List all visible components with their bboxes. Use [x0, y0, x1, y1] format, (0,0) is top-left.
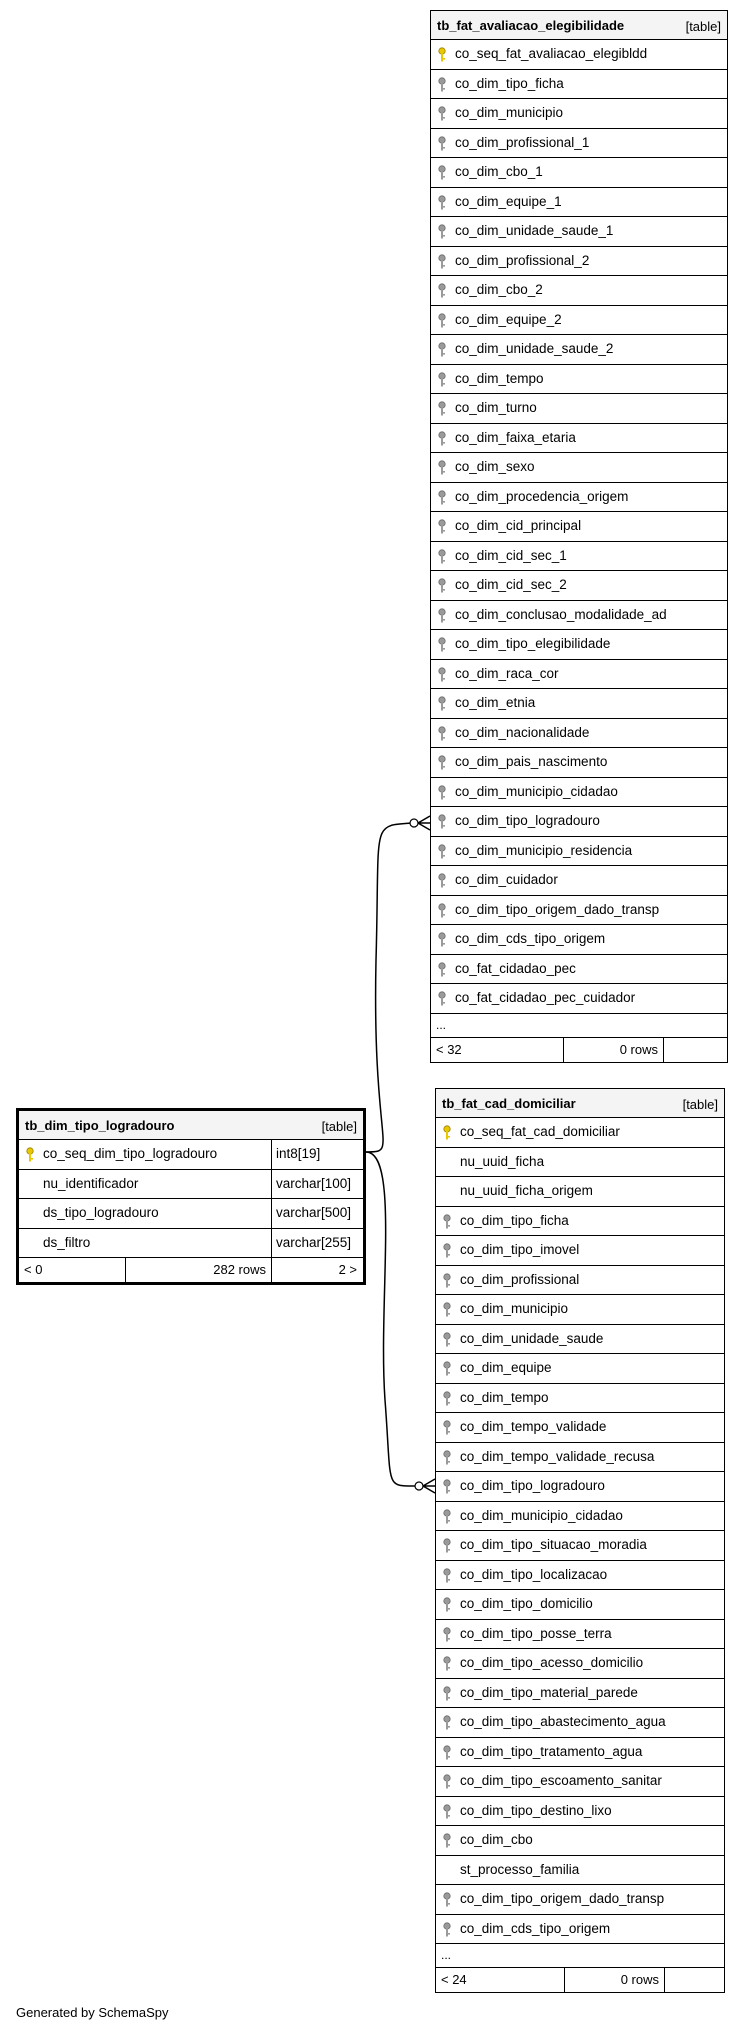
- foreign-key-icon: [436, 136, 448, 152]
- column-name: nu_uuid_ficha_origem: [460, 1183, 593, 1198]
- column-row[interactable]: [436, 1295, 724, 1325]
- column-row[interactable]: [431, 335, 727, 365]
- foreign-key-icon: [436, 490, 448, 506]
- column-row[interactable]: [431, 689, 727, 719]
- column-row[interactable]: [431, 483, 727, 513]
- foreign-key-icon: [436, 991, 448, 1007]
- column-row[interactable]: [436, 1384, 724, 1414]
- column-name: co_dim_municipio_cidadao: [455, 783, 618, 799]
- crows-foot-icon: [418, 816, 430, 830]
- column-row[interactable]: [436, 1797, 724, 1827]
- foreign-key-icon: [441, 1686, 453, 1702]
- parents-count[interactable]: < 0: [24, 1262, 43, 1277]
- column-row[interactable]: [431, 542, 727, 572]
- column-name: co_dim_nacionalidade: [455, 724, 590, 740]
- column-name: co_dim_tipo_imovel: [460, 1242, 580, 1257]
- column-name: co_dim_cbo_2: [455, 282, 543, 297]
- foreign-key-icon: [441, 1892, 453, 1908]
- column-name: co_dim_municipio_residencia: [455, 842, 633, 858]
- column-name: co_dim_faixa_etaria: [455, 429, 576, 445]
- column-row[interactable]: [436, 1236, 724, 1266]
- column-name: co_dim_tipo_origem_dado_transp: [455, 901, 660, 917]
- column-row[interactable]: [431, 925, 727, 955]
- foreign-key-icon: [441, 1509, 453, 1525]
- column-row[interactable]: [436, 1531, 724, 1561]
- column-row[interactable]: [436, 1325, 724, 1355]
- foreign-key-icon: [441, 1833, 453, 1849]
- column-name: co_dim_profissional: [460, 1271, 580, 1287]
- column-name: co_dim_procedencia_origem: [455, 488, 629, 504]
- column-row[interactable]: [19, 1140, 363, 1170]
- foreign-key-icon: [441, 1420, 453, 1436]
- column-name: co_dim_tempo: [455, 370, 544, 386]
- column-row[interactable]: [436, 1502, 724, 1532]
- primary-key-icon: [441, 1125, 453, 1141]
- row-count: 0 rows: [563, 1038, 664, 1062]
- column-name: co_dim_cbo: [460, 1832, 533, 1847]
- column-name: co_dim_tipo_localizacao: [460, 1566, 608, 1582]
- column-row[interactable]: [431, 129, 727, 159]
- foreign-key-icon: [441, 1361, 453, 1377]
- zero-marker-icon: [410, 819, 418, 827]
- foreign-key-icon: [436, 814, 448, 830]
- column-row[interactable]: [431, 306, 727, 336]
- foreign-key-icon: [436, 785, 448, 801]
- column-row[interactable]: [436, 1708, 724, 1738]
- foreign-key-icon: [441, 1804, 453, 1820]
- column-name: co_dim_equipe_2: [455, 311, 562, 327]
- column-name: co_dim_unidade_saude_2: [455, 341, 614, 356]
- column-name: co_dim_profissional_2: [455, 252, 590, 268]
- column-row[interactable]: [431, 276, 727, 306]
- foreign-key-icon: [436, 342, 448, 358]
- column-row[interactable]: [436, 1443, 724, 1473]
- column-row[interactable]: [431, 217, 727, 247]
- column-name: ds_filtro: [43, 1234, 91, 1250]
- column-row[interactable]: [431, 630, 727, 660]
- foreign-key-icon: [441, 1715, 453, 1731]
- column-row[interactable]: [436, 1266, 724, 1296]
- foreign-key-icon: [436, 962, 448, 978]
- foreign-key-icon: [436, 283, 448, 299]
- foreign-key-icon: [436, 637, 448, 653]
- column-row[interactable]: [436, 1649, 724, 1679]
- foreign-key-icon: [436, 549, 448, 565]
- column-row[interactable]: [436, 1561, 724, 1591]
- column-row[interactable]: [431, 158, 727, 188]
- column-name: st_processo_familia: [460, 1861, 580, 1877]
- column-name: co_dim_sexo: [455, 459, 535, 474]
- column-row[interactable]: [436, 1856, 724, 1886]
- column-name: nu_identificador: [43, 1175, 139, 1191]
- column-row[interactable]: [431, 512, 727, 542]
- column-name: co_dim_municipio_cidadao: [460, 1507, 623, 1523]
- foreign-key-icon: [441, 1538, 453, 1554]
- column-datatype: varchar[100]: [271, 1170, 351, 1199]
- column-name: co_dim_equipe: [460, 1360, 552, 1375]
- column-name: co_dim_tempo: [460, 1389, 549, 1405]
- table-type: [table]: [685, 19, 721, 34]
- column-name: co_dim_municipio: [460, 1301, 569, 1316]
- column-name: co_dim_cbo_1: [455, 164, 543, 179]
- column-row[interactable]: [436, 1472, 724, 1502]
- column-list: [19, 1140, 363, 1258]
- table-footer: [436, 1968, 724, 1992]
- column-name: co_dim_tempo_validade_recusa: [460, 1448, 655, 1464]
- foreign-key-icon: [441, 1745, 453, 1761]
- column-row[interactable]: [431, 365, 727, 395]
- column-name: co_seq_dim_tipo_logradouro: [43, 1146, 218, 1161]
- children-count[interactable]: 2 >: [271, 1258, 363, 1282]
- column-row[interactable]: [19, 1229, 363, 1259]
- column-row[interactable]: [431, 984, 727, 1014]
- column-name: co_dim_equipe_1: [455, 193, 562, 209]
- table-name[interactable]: tb_fat_cad_domiciliar: [442, 1096, 576, 1111]
- foreign-key-icon: [436, 195, 448, 211]
- column-name: co_dim_tipo_destino_lixo: [460, 1802, 612, 1818]
- column-list: [431, 40, 727, 1014]
- column-row[interactable]: [436, 1118, 724, 1148]
- foreign-key-icon: [436, 578, 448, 594]
- table-header: [431, 11, 727, 40]
- column-name: co_dim_cds_tipo_origem: [460, 1920, 611, 1936]
- foreign-key-icon: [436, 165, 448, 181]
- column-row[interactable]: [431, 394, 727, 424]
- generated-by-footer: Generated by SchemaSpy: [16, 2005, 169, 2020]
- table-dim-tipo-logradouro[interactable]: [16, 1108, 366, 1285]
- foreign-key-icon: [436, 903, 448, 919]
- table-footer: [431, 1038, 727, 1062]
- column-row[interactable]: [436, 1590, 724, 1620]
- column-row[interactable]: [431, 807, 727, 837]
- column-name: co_dim_tipo_posse_terra: [460, 1625, 612, 1641]
- column-row[interactable]: [431, 660, 727, 690]
- column-row[interactable]: [431, 837, 727, 867]
- column-name: co_dim_tipo_abastecimento_agua: [460, 1714, 666, 1729]
- table-name[interactable]: tb_dim_tipo_logradouro: [25, 1118, 175, 1133]
- column-row[interactable]: [436, 1826, 724, 1856]
- column-row[interactable]: [431, 424, 727, 454]
- column-row[interactable]: [436, 1413, 724, 1443]
- column-row[interactable]: [431, 748, 727, 778]
- column-row[interactable]: [431, 571, 727, 601]
- table-type: [table]: [321, 1119, 357, 1134]
- column-name: co_dim_conclusao_modalidade_ad: [455, 606, 667, 622]
- more-columns-ellipsis: ...: [436, 1944, 724, 1968]
- foreign-key-icon: [441, 1656, 453, 1672]
- foreign-key-icon: [436, 696, 448, 712]
- column-row[interactable]: [436, 1915, 724, 1945]
- foreign-key-icon: [436, 224, 448, 240]
- column-row[interactable]: [436, 1767, 724, 1797]
- column-name: co_dim_cuidador: [455, 872, 558, 887]
- column-name: co_seq_fat_avaliacao_elegibldd: [455, 46, 648, 61]
- foreign-key-icon: [441, 1243, 453, 1259]
- foreign-key-icon: [436, 844, 448, 860]
- column-row[interactable]: [431, 719, 727, 749]
- column-name: co_dim_municipio: [455, 105, 564, 120]
- row-count: 0 rows: [564, 1968, 665, 1992]
- foreign-key-icon: [436, 401, 448, 417]
- foreign-key-icon: [436, 519, 448, 535]
- table-header: [19, 1111, 363, 1140]
- column-name: co_dim_tipo_escoamento_sanitar: [460, 1773, 662, 1788]
- parents-count[interactable]: < 32: [436, 1041, 462, 1057]
- column-row[interactable]: [436, 1738, 724, 1768]
- column-list: [436, 1118, 724, 1944]
- column-row[interactable]: [436, 1679, 724, 1709]
- column-row[interactable]: [431, 955, 727, 985]
- relationship-line-domiciliar: [366, 1152, 418, 1486]
- foreign-key-icon: [436, 726, 448, 742]
- foreign-key-icon: [441, 1273, 453, 1289]
- foreign-key-icon: [441, 1627, 453, 1643]
- foreign-key-icon: [436, 667, 448, 683]
- children-count[interactable]: [663, 1038, 727, 1062]
- column-name: co_dim_tipo_domicilio: [460, 1596, 593, 1611]
- column-datatype: varchar[255]: [271, 1229, 351, 1258]
- more-columns-ellipsis: ...: [431, 1014, 727, 1038]
- foreign-key-icon: [441, 1332, 453, 1348]
- column-name: co_dim_cid_sec_2: [455, 577, 567, 592]
- foreign-key-icon: [436, 932, 448, 948]
- zero-marker-icon: [415, 1482, 423, 1490]
- column-row[interactable]: [431, 866, 727, 896]
- table-header: [436, 1089, 724, 1118]
- table-type: [table]: [682, 1097, 718, 1112]
- column-row[interactable]: [431, 70, 727, 100]
- column-name: ds_tipo_logradouro: [43, 1205, 159, 1220]
- column-name: co_dim_tipo_logradouro: [460, 1478, 605, 1493]
- table-name[interactable]: tb_fat_avaliacao_elegibilidade: [437, 18, 625, 33]
- table-fat-cad-domiciliar[interactable]: [435, 1088, 725, 1993]
- column-name: co_seq_fat_cad_domiciliar: [460, 1124, 620, 1139]
- column-name: co_dim_unidade_saude_1: [455, 223, 614, 238]
- foreign-key-icon: [441, 1568, 453, 1584]
- foreign-key-icon: [441, 1391, 453, 1407]
- column-name: co_fat_cidadao_pec: [455, 960, 576, 976]
- parents-count[interactable]: < 24: [441, 1972, 467, 1987]
- column-row[interactable]: [436, 1177, 724, 1207]
- column-name: co_dim_pais_nascimento: [455, 754, 608, 769]
- column-row[interactable]: [431, 99, 727, 129]
- column-name: co_fat_cidadao_pec_cuidador: [455, 990, 636, 1005]
- relationship-line-elegibilidade: [366, 823, 413, 1152]
- foreign-key-icon: [436, 77, 448, 93]
- primary-key-icon: [24, 1147, 36, 1163]
- column-row[interactable]: [436, 1207, 724, 1237]
- primary-key-icon: [436, 47, 448, 63]
- column-name: co_dim_tipo_ficha: [460, 1212, 569, 1228]
- column-name: co_dim_tipo_ficha: [455, 75, 564, 91]
- foreign-key-icon: [436, 372, 448, 388]
- column-row[interactable]: [431, 778, 727, 808]
- foreign-key-icon: [441, 1450, 453, 1466]
- column-name: co_dim_profissional_1: [455, 134, 590, 150]
- column-row[interactable]: [431, 601, 727, 631]
- column-row[interactable]: [19, 1170, 363, 1200]
- foreign-key-icon: [436, 313, 448, 329]
- column-name: co_dim_cid_sec_1: [455, 547, 567, 563]
- children-count[interactable]: [664, 1968, 724, 1992]
- foreign-key-icon: [436, 755, 448, 771]
- foreign-key-icon: [436, 873, 448, 889]
- column-name: co_dim_raca_cor: [455, 665, 559, 681]
- crows-foot-icon: [423, 1479, 435, 1493]
- foreign-key-icon: [436, 460, 448, 476]
- foreign-key-icon: [441, 1597, 453, 1613]
- foreign-key-icon: [441, 1774, 453, 1790]
- foreign-key-icon: [441, 1302, 453, 1318]
- column-name: co_dim_cds_tipo_origem: [455, 931, 606, 946]
- column-row[interactable]: [436, 1885, 724, 1915]
- column-name: co_dim_unidade_saude: [460, 1330, 604, 1346]
- foreign-key-icon: [441, 1479, 453, 1495]
- table-fat-avaliacao-elegibilidade[interactable]: [430, 10, 728, 1063]
- column-name: co_dim_tipo_situacao_moradia: [460, 1537, 647, 1552]
- column-name: co_dim_tipo_tratamento_agua: [460, 1743, 643, 1759]
- foreign-key-icon: [441, 1922, 453, 1938]
- foreign-key-icon: [436, 608, 448, 624]
- column-name: co_dim_tipo_material_parede: [460, 1684, 638, 1700]
- column-datatype: int8[19]: [271, 1140, 320, 1169]
- column-name: co_dim_tipo_acesso_domicilio: [460, 1655, 644, 1670]
- column-row[interactable]: [431, 247, 727, 277]
- column-row[interactable]: [431, 40, 727, 70]
- foreign-key-icon: [436, 106, 448, 122]
- column-name: co_dim_tipo_elegibilidade: [455, 636, 611, 651]
- foreign-key-icon: [436, 254, 448, 270]
- column-name: co_dim_tipo_logradouro: [455, 813, 600, 828]
- column-row[interactable]: [431, 188, 727, 218]
- column-row[interactable]: [19, 1199, 363, 1229]
- column-name: nu_uuid_ficha: [460, 1153, 545, 1169]
- column-name: co_dim_etnia: [455, 695, 536, 710]
- column-name: co_dim_turno: [455, 400, 537, 415]
- column-datatype: varchar[500]: [271, 1199, 351, 1228]
- column-name: co_dim_cid_principal: [455, 518, 582, 533]
- foreign-key-icon: [436, 431, 448, 447]
- column-name: co_dim_tipo_origem_dado_transp: [460, 1891, 665, 1906]
- foreign-key-icon: [441, 1214, 453, 1230]
- column-row[interactable]: [431, 453, 727, 483]
- column-row[interactable]: [436, 1354, 724, 1384]
- row-count: 282 rows: [125, 1258, 272, 1282]
- column-name: co_dim_tempo_validade: [460, 1419, 607, 1434]
- table-footer: [19, 1258, 363, 1282]
- column-row[interactable]: [436, 1148, 724, 1178]
- column-row[interactable]: [431, 896, 727, 926]
- column-row[interactable]: [436, 1620, 724, 1650]
